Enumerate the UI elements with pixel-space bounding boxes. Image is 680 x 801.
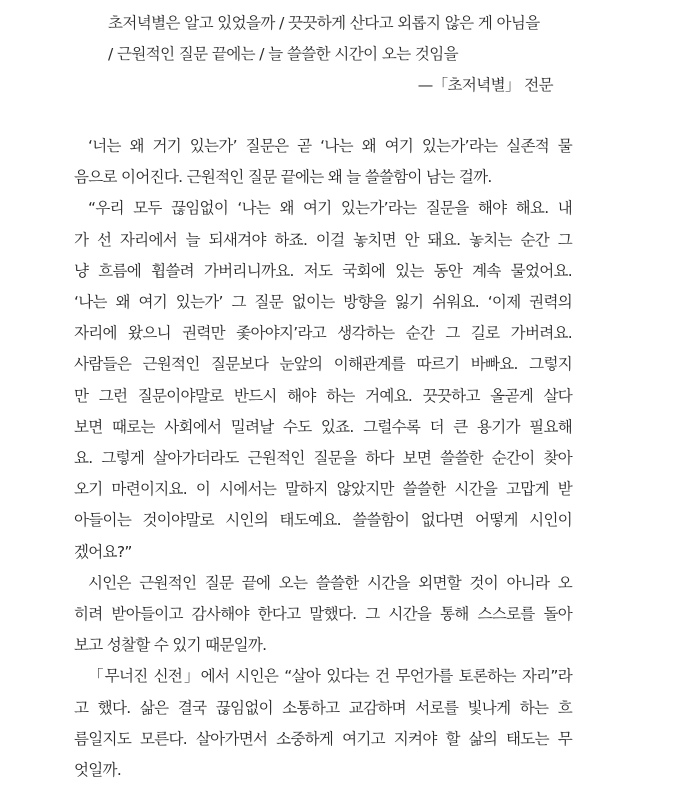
text-line: “우리 모두 끊임없이 ‘나는 왜 여기 있는가’라는 질문을 해야 해요. 내 <box>88 199 572 218</box>
poem-quote <box>108 8 553 101</box>
text-line: 고 했다. 삶은 결국 끊임없이 소통하고 교감하며 서로를 빛나게 하는 흐 <box>74 698 572 717</box>
text-line: 만 그런 질문이야말로 반드시 해야 하는 거예요. 끗끗하고 올곧게 살다 <box>74 386 572 405</box>
text-line: 「무너진 신전」에서 시인은 “살아 있다는 건 무언가를 토론하는 자리”라 <box>88 667 572 686</box>
text-line: 보고 성찰할 수 있기 때문일까. <box>74 636 267 655</box>
text-line: 음으로 이어진다. 근원적인 질문 끝에는 왜 늘 쓸쓸함이 남는 걸까. <box>74 168 492 187</box>
text-line: 엇일까. <box>74 761 122 780</box>
text-line: 겠어요?” <box>74 542 132 561</box>
text-line: ‘너는 왜 거기 있는가’ 질문은 곧 ‘나는 왜 여기 있는가’라는 실존적 물 <box>88 137 572 155</box>
text-line: 오기 마련이지요. 이 시에서는 말하지 않았지만 쓸쓸한 시간을 고맙게 받 <box>74 480 572 499</box>
text-line: 요. 그렇게 살아가더라도 근원적인 질문을 하다 보면 쓸쓸한 순간이 찾아 <box>74 449 572 468</box>
text-line: 냥 흐름에 휩쓸려 가버리니까요. 저도 국회에 있는 동안 계속 물었어요. <box>74 261 572 280</box>
article-body <box>74 131 572 786</box>
paragraph <box>74 193 572 567</box>
text-line: 름일지도 모른다. 살아가면서 소중하게 여기고 지켜야 할 삶의 태도는 무 <box>74 729 572 748</box>
text-line: 아들이는 것이야말로 시인의 태도예요. 쓸쓸함이 없다면 어떻게 시인이 <box>74 511 572 530</box>
poem-line: 초저녁별은 알고 있었을까 / 끗끗하게 산다고 외롭지 않은 게 아님을 <box>108 14 540 32</box>
paragraph <box>74 131 572 193</box>
text-line: ‘나는 왜 여기 있는가’ 그 질문 없이는 방향을 잃기 쉬워요. ‘이제 권력의 <box>74 293 572 312</box>
text-line: 보면 때로는 사회에서 밀려날 수도 있죠. 그럴수록 더 큰 용기가 필요해 <box>74 417 572 436</box>
poem-source: —「초저녁별」 전문 <box>417 76 553 94</box>
text-line: 사람들은 근원적인 질문보다 눈앞의 이해관계를 따르기 바빠요. 그렇지 <box>74 355 572 374</box>
paragraph <box>74 661 572 786</box>
paragraph <box>74 568 572 662</box>
text-line: 히려 받아들이고 감사해야 한다고 말했다. 그 시간을 통해 스스로를 돌아 <box>74 605 572 624</box>
text-line: 가 선 자리에서 늘 되새겨야 하죠. 이걸 놓치면 안 돼요. 놓치는 순간 그 <box>74 230 572 249</box>
text-line: 자리에 왔으니 권력만 좇아야지’라고 생각하는 순간 그 길로 가버려요. <box>74 324 572 343</box>
poem-line: / 근원적인 질문 끝에는 / 늘 쓸쓸한 시간이 오는 것임을 <box>108 45 459 63</box>
text-line: 시인은 근원적인 질문 끝에 오는 쓸쓸한 시간을 외면할 것이 아니라 오 <box>88 573 572 592</box>
